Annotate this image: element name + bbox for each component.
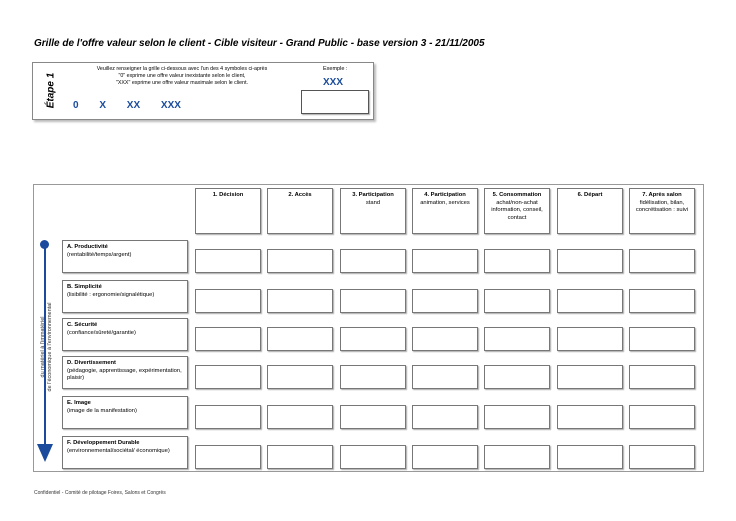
row-title: A. Productivité bbox=[67, 244, 108, 250]
axis-label-line-2: de l'économique à l'environnemental bbox=[47, 302, 53, 392]
grid-cell[interactable] bbox=[340, 365, 406, 389]
grid-cell[interactable] bbox=[340, 249, 406, 273]
grid-cell[interactable] bbox=[629, 445, 695, 469]
example-label: Exemple : bbox=[323, 66, 348, 72]
instruction-line-2: "0" exprime une offre valeur inexistante selon le client, bbox=[118, 73, 246, 79]
grid-cell[interactable] bbox=[195, 405, 261, 429]
column-title: 5. Consommation bbox=[492, 192, 542, 198]
row-subtitle: (rentabilité/temps/argent) bbox=[67, 251, 132, 258]
grid-cell[interactable] bbox=[267, 327, 333, 351]
row-subtitle: (image de la manifestation) bbox=[67, 407, 137, 414]
column-subtitle: achat/non-achat information, conseil, contact bbox=[491, 199, 543, 221]
grid-cell[interactable] bbox=[484, 365, 550, 389]
column-title: 1. Décision bbox=[212, 192, 244, 198]
grid-cell[interactable] bbox=[412, 289, 478, 313]
column-subtitle: animation, services bbox=[420, 199, 470, 206]
grid-cell[interactable] bbox=[557, 405, 623, 429]
row-title: D. Divertissement bbox=[67, 360, 116, 366]
column-title: 3. Participation bbox=[352, 192, 394, 198]
row-subtitle: (environnemental/sociétal/ économique) bbox=[67, 447, 170, 454]
instruction-line-1: Veuillez renseigner la grille ci-dessous avec l'un des 4 symboles ci-après bbox=[96, 66, 268, 72]
grid-cell[interactable] bbox=[412, 405, 478, 429]
grid-cell[interactable] bbox=[340, 405, 406, 429]
row-header-b bbox=[62, 280, 188, 313]
grid-cell[interactable] bbox=[412, 327, 478, 351]
grid-cell[interactable] bbox=[629, 405, 695, 429]
axis-arrow-icon bbox=[37, 444, 53, 464]
column-title: 7. Après salon bbox=[642, 192, 682, 198]
row-header-d bbox=[62, 356, 188, 389]
grid-cell[interactable] bbox=[412, 365, 478, 389]
row-title: C. Sécurité bbox=[67, 322, 98, 328]
grid-cell[interactable] bbox=[484, 249, 550, 273]
grid-cell[interactable] bbox=[340, 445, 406, 469]
grid-cell[interactable] bbox=[195, 289, 261, 313]
column-header-5 bbox=[484, 188, 550, 234]
grid-cell[interactable] bbox=[195, 249, 261, 273]
grid-cell[interactable] bbox=[484, 405, 550, 429]
symbol-x: X bbox=[99, 100, 107, 111]
row-title: E. Image bbox=[67, 400, 91, 406]
symbol-xxx: XXX bbox=[160, 100, 181, 111]
row-title: B. Simplicité bbox=[67, 284, 102, 290]
grid-cell[interactable] bbox=[629, 365, 695, 389]
grid-cell[interactable] bbox=[557, 249, 623, 273]
grid-cell[interactable] bbox=[195, 327, 261, 351]
grid-cell[interactable] bbox=[267, 445, 333, 469]
column-subtitle: stand bbox=[365, 199, 381, 206]
column-subtitle: fidélisation, bilan, concrétisation : suivi bbox=[635, 199, 689, 213]
column-header-7 bbox=[629, 188, 695, 234]
symbol-0: 0 bbox=[73, 100, 79, 111]
grid-cell[interactable] bbox=[557, 289, 623, 313]
column-title: 4. Participation bbox=[424, 192, 466, 198]
row-header-a bbox=[62, 240, 188, 273]
page-title: Grille de l'offre valeur selon le client - Cible visiteur - Grand Public - base version 3 - 21/11/2005 bbox=[34, 38, 485, 49]
grid-cell[interactable] bbox=[195, 445, 261, 469]
grid-cell[interactable] bbox=[412, 445, 478, 469]
column-title: 6. Départ bbox=[577, 192, 603, 198]
instruction-line-3: "XXX" exprime une offre valeur maximale selon le client. bbox=[115, 80, 249, 86]
grid-cell[interactable] bbox=[484, 445, 550, 469]
grid-cell[interactable] bbox=[195, 365, 261, 389]
grid-cell[interactable] bbox=[267, 365, 333, 389]
column-header-3 bbox=[340, 188, 406, 234]
grid-cell[interactable] bbox=[267, 289, 333, 313]
grid-cell[interactable] bbox=[412, 249, 478, 273]
row-title: F. Développement Durable bbox=[67, 440, 140, 446]
step-1-panel bbox=[32, 62, 374, 120]
grid-cell[interactable] bbox=[484, 327, 550, 351]
column-header-2 bbox=[267, 188, 333, 234]
example-value: XXX bbox=[323, 77, 344, 88]
grid-cell[interactable] bbox=[484, 289, 550, 313]
column-header-4 bbox=[412, 188, 478, 234]
row-subtitle: (lisibilité : ergonomie/signalétique) bbox=[67, 291, 155, 298]
symbol-xx: XX bbox=[126, 100, 141, 111]
grid-cell[interactable] bbox=[629, 327, 695, 351]
grid-cell[interactable] bbox=[557, 327, 623, 351]
column-header-1 bbox=[195, 188, 261, 234]
axis-label bbox=[40, 247, 54, 447]
grid-cell[interactable] bbox=[267, 249, 333, 273]
row-subtitle: (pédagogie, apprentissage, expérimentation, plaisir) bbox=[67, 367, 182, 381]
grid-cell[interactable] bbox=[629, 249, 695, 273]
symbol-list bbox=[73, 100, 199, 111]
column-title: 2. Accès bbox=[288, 192, 312, 198]
grid-cell[interactable] bbox=[340, 327, 406, 351]
step-instructions bbox=[57, 66, 307, 87]
axis-label-line-1: du matériel à l'immatériel bbox=[40, 316, 46, 378]
grid-cell[interactable] bbox=[629, 289, 695, 313]
step-label: Étape 1 bbox=[45, 72, 57, 109]
grid-cell[interactable] bbox=[340, 289, 406, 313]
footer-note: Confidentiel - Comité de pilotage Foires, Salons et Congrès bbox=[34, 490, 166, 496]
grid-cell[interactable] bbox=[557, 445, 623, 469]
row-header-f bbox=[62, 436, 188, 469]
grid-cell[interactable] bbox=[557, 365, 623, 389]
column-header-6 bbox=[557, 188, 623, 234]
example-input-box[interactable] bbox=[301, 90, 369, 114]
row-header-e bbox=[62, 396, 188, 429]
row-header-c bbox=[62, 318, 188, 351]
grid-cell[interactable] bbox=[267, 405, 333, 429]
row-subtitle: (confiance/sûreté/garantie) bbox=[67, 329, 136, 336]
